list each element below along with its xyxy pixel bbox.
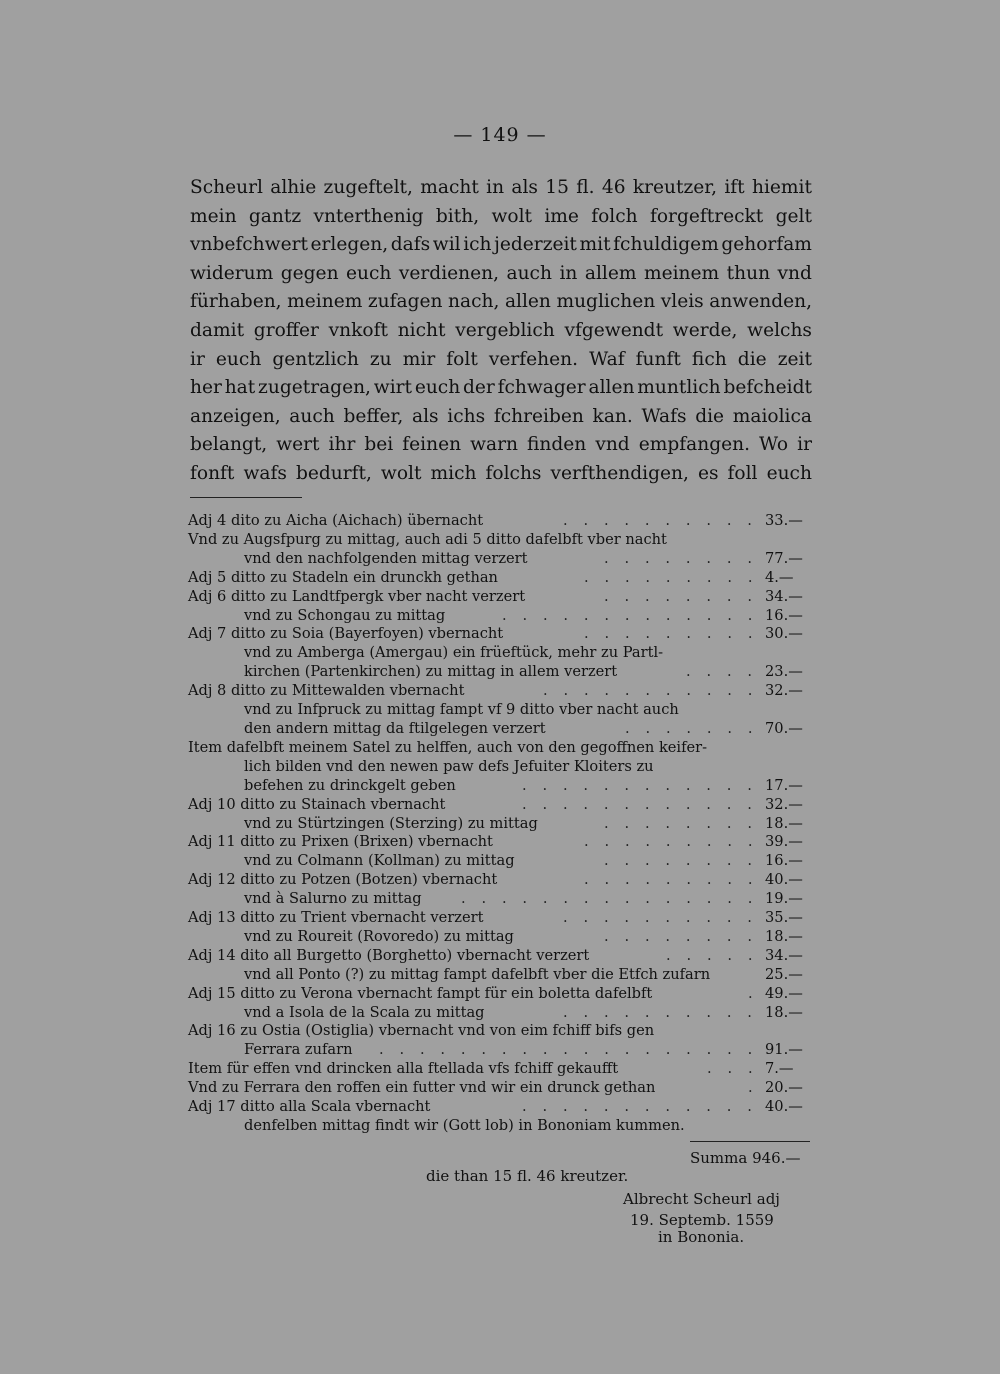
letter-word: euch <box>215 348 262 370</box>
leader-dots: . . . . . . . . . <box>584 568 759 586</box>
letter-word: funft <box>635 348 681 370</box>
ledger-entry-text: vnd zu Schongau zu mittag <box>244 606 446 624</box>
leader-dots: . . . . . . . . . . <box>563 1003 758 1021</box>
ledger-row <box>188 512 810 531</box>
ledger-entry-text: Item für effen vnd drincken alla ftellada vfs fchiff gekaufft <box>188 1060 619 1078</box>
letter-word: maiolica <box>732 405 812 427</box>
letter-text <box>190 174 812 489</box>
letter-word: damit <box>190 319 245 341</box>
ledger-amount: 18.— <box>765 1003 803 1021</box>
letter-word: der <box>463 377 495 399</box>
letter-word: vleis <box>660 291 704 313</box>
ledger-row <box>188 550 810 569</box>
ledger-entry-text: vnd zu Roureit (Rovoredo) zu mittag <box>244 927 514 945</box>
ledger-entry-text: vnd a Isola de la Scala zu mittag <box>244 1003 485 1021</box>
letter-word: muntlich <box>637 377 721 399</box>
ledger-entry-text: Adj 10 ditto zu Stainach vbernacht <box>188 795 446 813</box>
letter-word: wafs <box>243 462 287 484</box>
letter-word: Waf <box>589 348 625 370</box>
letter-word: als <box>412 405 439 427</box>
letter-word: warn <box>470 434 518 456</box>
ledger-amount: 17.— <box>765 776 803 794</box>
ledger-entry-text: kirchen (Partenkirchen) zu mittag in allem verzert <box>244 663 618 681</box>
letter-word: die <box>695 405 725 427</box>
letter-word: mich <box>430 462 477 484</box>
letter-line <box>190 374 812 403</box>
leader-dots: . . . . . . . . <box>604 852 758 870</box>
letter-word: wirt <box>373 377 413 399</box>
ledger-entry-text: befehen zu drinckgelt geben <box>244 776 456 794</box>
ledger-row <box>188 871 810 890</box>
letter-word: ir <box>797 434 812 456</box>
ledger-entry-text: vnd à Salurno zu mittag <box>244 890 422 908</box>
ledger-row <box>188 625 810 644</box>
letter-word: ichs <box>447 405 486 427</box>
letter-word: foll <box>727 462 758 484</box>
ledger-amount: 39.— <box>765 833 803 851</box>
ledger-row <box>188 720 810 739</box>
ledger-entry-text: vnd zu Stürtzingen (Sterzing) zu mittag <box>244 814 538 832</box>
ledger-entry-text: Ferrara zufarn <box>244 1041 353 1059</box>
letter-word: anzeigen, <box>190 405 281 427</box>
letter-word: ift <box>724 177 745 198</box>
letter-word: fl. <box>576 177 595 198</box>
leader-dots: . <box>748 984 759 1002</box>
leader-dots: . . . . . . . . . . <box>563 512 758 529</box>
letter-word: hat <box>224 377 256 399</box>
letter-word: bei <box>364 434 394 456</box>
letter-word: vnd <box>777 262 812 284</box>
ledger-row <box>188 531 810 550</box>
letter-word: Scheurl <box>190 177 263 198</box>
letter-word: als <box>511 177 538 198</box>
letter-line <box>190 231 812 260</box>
letter-word: kreutzer, <box>632 177 718 198</box>
letter-word: meinem <box>287 291 363 313</box>
letter-line <box>190 317 812 346</box>
letter-word: vfgewendt <box>564 319 664 341</box>
ledger-row <box>188 947 810 966</box>
letter-word: 15 <box>545 177 569 198</box>
ledger-row <box>188 569 810 588</box>
ledger-entry-text: Adj 8 ditto zu Mittewalden vbernacht <box>188 682 465 700</box>
letter-word: euch <box>346 262 392 284</box>
ledger-amount: 23.— <box>765 663 803 681</box>
letter-word: fürhaben, <box>190 291 282 313</box>
ledger-entry-text: Adj 14 dito all Burgetto (Borghetto) vbernacht verzert <box>188 946 590 964</box>
letter-word: fchwager <box>497 377 586 399</box>
expense-ledger <box>188 512 810 1136</box>
letter-word: feinen <box>402 434 462 456</box>
letter-word: jederzeit <box>494 234 577 256</box>
ledger-amount: 40.— <box>765 871 803 889</box>
letter-word: macht <box>420 177 479 198</box>
ledger-entry-text: Item dafelbft meinem Satel zu helffen, auch von den gegoffnen keifer- <box>188 738 708 756</box>
ledger-amount: 33.— <box>765 512 803 529</box>
letter-word: ime <box>544 205 579 227</box>
ledger-row <box>188 1098 810 1117</box>
ledger-row <box>188 607 810 626</box>
ledger-entry-text: denfelben mittag findt wir (Gott lob) in Bononiam kummen. <box>244 1117 685 1134</box>
signature-place: in Bononia. <box>658 1228 745 1246</box>
ledger-amount: 40.— <box>765 1098 803 1116</box>
letter-word: werde, <box>672 319 738 341</box>
letter-word: belangt, <box>190 434 268 456</box>
letter-word: muglichen <box>556 291 656 313</box>
letter-word: gelt <box>775 205 812 227</box>
letter-word: fchreiben <box>493 405 584 427</box>
ledger-amount: 18.— <box>765 927 803 945</box>
leader-dots: . . . . . . . <box>625 719 759 737</box>
letter-word: verfthendigen, <box>550 462 689 484</box>
letter-word: mit <box>579 234 611 256</box>
letter-word: empfangen. <box>638 434 751 456</box>
letter-word: fonft <box>190 462 235 484</box>
ledger-row <box>188 739 810 758</box>
letter-word: auch <box>506 262 552 284</box>
letter-word: kan. <box>592 405 633 427</box>
ledger-entry-text: vnd zu Amberga (Amergau) ein früeftück, mehr zu Partl- <box>244 644 664 662</box>
summa-total: Summa 946.— <box>690 1149 801 1167</box>
letter-word: mein <box>190 205 237 227</box>
letter-word: wil <box>432 234 461 256</box>
letter-word: alhie <box>270 177 317 198</box>
letter-word: ir <box>190 348 205 370</box>
letter-word: zeit <box>777 348 812 370</box>
page-number: — 149 — <box>453 124 547 146</box>
ledger-entry-text: Adj 12 ditto zu Potzen (Botzen) vbernacht <box>188 871 498 889</box>
letter-word: allen <box>504 291 551 313</box>
ledger-row <box>188 852 810 871</box>
ledger-row <box>188 682 810 701</box>
ledger-entry-text: vnd zu Infpruck zu mittag fampt vf 9 ditto vber nacht auch <box>244 701 679 719</box>
letter-word: gantz <box>248 205 302 227</box>
leader-dots: . . . . . . . . . . . . . <box>502 606 758 624</box>
ledger-row <box>188 833 810 852</box>
ledger-entry-text: Adj 15 ditto zu Verona vbernacht fampt für ein boletta dafelbft <box>188 984 653 1002</box>
letter-word: anwenden, <box>709 291 812 313</box>
letter-word: folch <box>591 205 638 227</box>
ledger-row <box>188 1117 810 1136</box>
letter-word: meinem <box>643 262 720 284</box>
ledger-entry-text: Adj 4 dito zu Aicha (Aichach) übernacht <box>188 512 484 529</box>
ledger-row <box>188 796 810 815</box>
leader-dots: . . . . . . . . . . . . . . . <box>461 890 758 908</box>
letter-word: hiemit <box>751 177 812 198</box>
letter-word: vnkoft <box>328 319 388 341</box>
ledger-amount: 77.— <box>765 549 803 567</box>
ledger-entry-text: vnd zu Colmann (Kollman) zu mittag <box>244 852 515 870</box>
leader-dots: . . . . . . . . <box>604 927 758 945</box>
ledger-row <box>188 1022 810 1041</box>
letter-word: finden <box>527 434 587 456</box>
letter-word: Wo <box>759 434 789 456</box>
ledger-row <box>188 1041 810 1060</box>
ledger-row <box>188 928 810 947</box>
ledger-row <box>188 588 810 607</box>
leader-dots: . . . . . . . . . . . . . . . . . . . <box>379 1041 758 1059</box>
ledger-amount: 34.— <box>765 587 803 605</box>
letter-line <box>190 203 812 232</box>
ledger-entry-text: Adj 17 ditto alla Scala vbernacht <box>188 1098 431 1116</box>
ledger-amount: 25.— <box>765 965 803 983</box>
ledger-amount: 4.— <box>765 568 794 586</box>
ledger-row <box>188 644 810 663</box>
ledger-amount: 16.— <box>765 852 803 870</box>
ledger-entry-text: Vnd zu Augsfpurg zu mittag, auch adi 5 ditto dafelbft vber nacht <box>188 530 667 548</box>
letter-word: zu <box>369 348 392 370</box>
ledger-amount: 49.— <box>765 984 803 1002</box>
letter-word: in <box>486 177 505 198</box>
letter-word: bedurft, <box>295 462 372 484</box>
letter-line <box>190 403 812 432</box>
letter-word: euch <box>414 377 461 399</box>
leader-dots: . . . . . <box>666 946 759 964</box>
letter-word: folchs <box>485 462 542 484</box>
letter-word: thun <box>726 262 771 284</box>
leader-dots: . . . . . . . . <box>604 587 758 605</box>
letter-line <box>190 346 812 375</box>
ledger-amount: 32.— <box>765 795 803 813</box>
ledger-row <box>188 758 810 777</box>
ledger-row <box>188 985 810 1004</box>
ledger-row <box>188 890 810 909</box>
letter-word: wolt <box>491 205 532 227</box>
die-than-note: die than 15 fl. 46 kreutzer. <box>426 1167 629 1185</box>
leader-dots: . . . . <box>686 663 758 681</box>
leader-dots: . . . . . . . . . <box>584 871 759 889</box>
letter-word: verdienen, <box>398 262 500 284</box>
ledger-amount: 91.— <box>765 1041 803 1059</box>
signature-date: 19. Septemb. 1559 <box>630 1211 774 1229</box>
letter-word: zugeftelt, <box>323 177 413 198</box>
letter-word: nach, <box>448 291 500 313</box>
ledger-entry-text: Adj 5 ditto zu Stadeln ein drunckh gethan <box>188 568 498 586</box>
letter-word: die <box>737 348 767 370</box>
letter-word: Wafs <box>641 405 687 427</box>
letter-word: allem <box>584 262 637 284</box>
leader-dots: . . . . . . . . . . . . <box>522 1098 758 1116</box>
letter-word: fchuldigem <box>613 234 719 256</box>
ledger-row <box>188 815 810 834</box>
letter-word: befcheidt <box>723 377 812 399</box>
ledger-row <box>188 777 810 796</box>
letter-line <box>190 431 812 460</box>
ledger-entry-text: lich bilden vnd den newen paw defs Jefuiter Kloiters zu <box>244 757 654 775</box>
ledger-entry-text: vnd all Ponto (?) zu mittag fampt dafelbft vber die Etfch zufarn <box>244 965 711 983</box>
ledger-amount: 34.— <box>765 946 803 964</box>
ledger-entry-text: vnd den nachfolgenden mittag verzert <box>244 549 528 567</box>
letter-word: vnd <box>595 434 630 456</box>
ledger-entry-text: den andern mittag da ftilgelegen verzert <box>244 719 546 737</box>
letter-word: ihr <box>328 434 356 456</box>
letter-word: euch <box>766 462 812 484</box>
letter-word: in <box>559 262 578 284</box>
leader-dots: . . . . . . . . . . <box>563 909 758 927</box>
letter-word: beffer, <box>343 405 404 427</box>
letter-word: allen <box>588 377 635 399</box>
letter-word: groffer <box>253 319 319 341</box>
letter-line <box>190 260 812 289</box>
letter-word: ich <box>463 234 492 256</box>
letter-word: fich <box>691 348 727 370</box>
ledger-row <box>188 1060 810 1079</box>
ledger-row <box>188 909 810 928</box>
letter-word: wolt <box>380 462 422 484</box>
ledger-row <box>188 1004 810 1023</box>
leader-dots: . . . . . . . . <box>604 814 758 832</box>
ledger-amount: 70.— <box>765 719 803 737</box>
letter-line <box>190 288 812 317</box>
leader-dots: . . . . . . . . . . . . <box>522 776 758 794</box>
leader-dots: . . . . . . . . <box>604 549 758 567</box>
ledger-amount: 19.— <box>765 890 803 908</box>
letter-word: auch <box>289 405 335 427</box>
ledger-entry-text: Adj 13 ditto zu Trient vbernacht verzert <box>188 909 484 927</box>
letter-word: folt <box>446 348 478 370</box>
ledger-entry-text: Adj 6 ditto zu Landtfpergk vber nacht verzert <box>188 587 526 605</box>
leader-dots: . <box>748 1079 759 1097</box>
letter-word: vnterthenig <box>313 205 424 227</box>
letter-word: bith, <box>435 205 480 227</box>
letter-word: mir <box>402 348 436 370</box>
ledger-amount: 32.— <box>765 682 803 700</box>
ledger-entry-text: Vnd zu Ferrara den roffen ein futter vnd wir ein drunck gethan <box>188 1079 656 1097</box>
ledger-entry-text: Adj 7 ditto zu Soia (Bayerfoyen) vbernacht <box>188 625 504 643</box>
sum-divider <box>690 1141 810 1142</box>
leader-dots: . . . <box>707 1060 759 1078</box>
letter-line <box>190 174 812 203</box>
letter-word: 46 <box>601 177 626 198</box>
ledger-row <box>188 663 810 682</box>
letter-word: vnbefchwert <box>190 234 308 256</box>
footnote-divider <box>190 497 302 498</box>
letter-word: gegen <box>280 262 339 284</box>
ledger-amount: 18.— <box>765 814 803 832</box>
ledger-amount: 30.— <box>765 625 803 643</box>
ledger-amount: 16.— <box>765 606 803 624</box>
letter-word: welchs <box>747 319 812 341</box>
ledger-amount: 20.— <box>765 1079 803 1097</box>
letter-word: erlegen, <box>310 234 389 256</box>
leader-dots: . . . . . . . . . . . . <box>522 795 758 813</box>
ledger-entry-text: Adj 11 ditto zu Prixen (Brixen) vbernacht <box>188 833 493 851</box>
letter-word: zugetragen, <box>258 377 371 399</box>
leader-dots: . . . . . . . . . <box>584 625 759 643</box>
letter-word: dafs <box>390 234 431 256</box>
letter-word: gehorfam <box>721 234 812 256</box>
ledger-entry-text: Adj 16 zu Ostia (Ostiglia) vbernacht vnd von eim fchiff bifs gen <box>188 1022 655 1040</box>
letter-word: zufagen <box>367 291 443 313</box>
leader-dots: . . . . . . . . . . . <box>543 682 759 700</box>
letter-line <box>190 460 812 489</box>
leader-dots: . . . . . . . . . <box>584 833 759 851</box>
letter-word: vergeblich <box>455 319 555 341</box>
letter-word: forgeftreckt <box>649 205 764 227</box>
letter-word: nicht <box>397 319 446 341</box>
ledger-row <box>188 966 810 985</box>
ledger-row <box>188 701 810 720</box>
letter-word: gentzlich <box>272 348 359 370</box>
letter-word: her <box>190 377 222 399</box>
ledger-amount: 7.— <box>765 1060 794 1078</box>
letter-word: widerum <box>190 262 274 284</box>
ledger-row <box>188 1079 810 1098</box>
letter-word: es <box>697 462 719 484</box>
ledger-amount: 35.— <box>765 909 803 927</box>
letter-word: verfehen. <box>488 348 579 370</box>
letter-word: wert <box>276 434 320 456</box>
signature-name: Albrecht Scheurl adj <box>623 1190 780 1208</box>
